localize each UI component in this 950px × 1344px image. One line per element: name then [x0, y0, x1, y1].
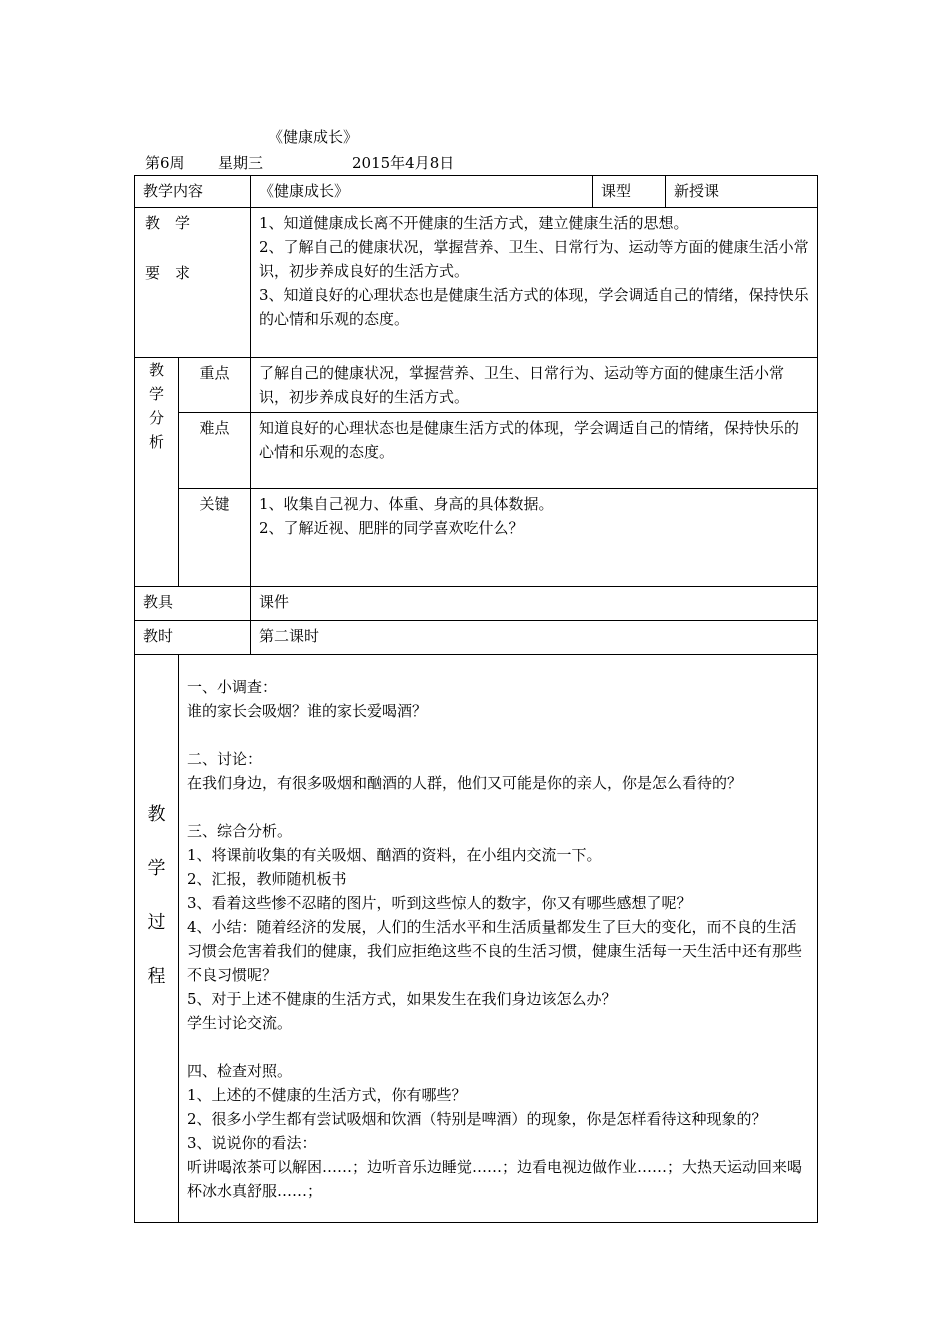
requirements-content — [251, 208, 818, 358]
process-line: 在我们身边，有很多吸烟和酗酒的人群，他们又可能是你的亲人，你是怎么看待的？ — [187, 774, 743, 792]
requirements-label — [135, 208, 251, 358]
process-line: 听讲喝浓茶可以解困……；边听音乐边睡觉……；边看电视边做作业……；大热天运动回来喝杯冰水真舒服……； — [187, 1158, 803, 1200]
content-label: 教学内容 — [135, 176, 251, 208]
requirements-label-line1: 教 学 — [145, 214, 191, 232]
analysis-label-char: 分 — [148, 409, 164, 427]
process-line: 2、汇报，教师随机板书 — [187, 870, 347, 888]
tools-row — [135, 587, 818, 621]
content-row — [135, 176, 818, 208]
process-line: 2、很多小学生都有尝试吸烟和饮酒（特别是啤酒）的现象，你是怎样看待这种现象的？ — [187, 1110, 767, 1128]
lesson-plan-table — [134, 175, 818, 1223]
analysis-label-char: 教 — [148, 361, 164, 379]
type-label: 课型 — [593, 176, 666, 208]
process-label-char: 过 — [147, 912, 166, 933]
content-value: 《健康成长》 — [251, 176, 593, 208]
process-line: 谁的家长会吸烟？谁的家长爱喝酒？ — [187, 702, 428, 720]
section-title: 四、检查对照。 — [187, 1062, 293, 1080]
difficulty-content: 知道良好的心理状态也是健康生活方式的体现，学会调适自己的情绪，保持快乐的心情和乐观的态度。 — [251, 413, 818, 489]
process-label-char: 教 — [147, 804, 166, 825]
key-point-label: 重点 — [179, 358, 251, 413]
requirement-item: 2、了解自己的健康状况，掌握营养、卫生、日常行为、运动等方面的健康生活小常识，初步养成良好的生活方式。 — [259, 238, 809, 280]
difficulty-row — [135, 413, 818, 489]
process-line: 3、看着这些惨不忍睹的图片，听到这些惊人的数字，你又有哪些感想了呢？ — [187, 894, 692, 912]
document-title: 《健康成长》 — [268, 128, 359, 146]
key-point-row — [135, 358, 818, 413]
section-title: 一、小调查： — [187, 678, 278, 696]
process-row — [135, 655, 818, 1223]
process-line: 1、将课前收集的有关吸烟、酗酒的资料，在小组内交流一下。 — [187, 846, 602, 864]
process-content — [179, 655, 818, 1223]
key-point-content: 了解自己的健康状况，掌握营养、卫生、日常行为、运动等方面的健康生活小常识，初步养成良好的生活方式。 — [251, 358, 818, 413]
process-line: 3、说说你的看法： — [187, 1134, 317, 1152]
requirement-item: 1、知道健康成长离不开健康的生活方式，建立健康生活的思想。 — [259, 214, 689, 232]
lesson-date: 2015年4月8日 — [352, 154, 455, 172]
analysis-label-char: 析 — [148, 433, 164, 451]
section-title: 三、综合分析。 — [187, 822, 293, 840]
process-line: 学生讨论交流。 — [187, 1014, 293, 1032]
process-line: 1、上述的不健康的生活方式，你有哪些？ — [187, 1086, 467, 1104]
process-line: 5、对于上述不健康的生活方式，如果发生在我们身边该怎么办？ — [187, 990, 617, 1008]
process-label-char: 程 — [147, 966, 166, 987]
period-label: 教时 — [135, 621, 251, 655]
requirement-item: 3、知道良好的心理状态也是健康生活方式的体现，学会调适自己的情绪，保持快乐的心情和乐观的态度。 — [259, 286, 809, 328]
tools-value: 课件 — [251, 587, 818, 621]
period-value: 第二课时 — [251, 621, 818, 655]
requirements-label-line2: 要 求 — [145, 264, 191, 282]
crux-row — [135, 489, 818, 587]
process-line: 4、小结：随着经济的发展，人们的生活水平和生活质量都发生了巨大的变化，而不良的生活习惯会危害着我们的健康，我们应拒绝这些不良的生活习惯，健康生活每一天生活中还有那些不良习惯呢？ — [187, 918, 803, 984]
requirements-row — [135, 208, 818, 358]
crux-item: 2、了解近视、肥胖的同学喜欢吃什么？ — [259, 519, 524, 537]
tools-label: 教具 — [135, 587, 251, 621]
crux-item: 1、收集自己视力、体重、身高的具体数据。 — [259, 495, 554, 513]
crux-label: 关键 — [179, 489, 251, 587]
weekday: 星期三 — [218, 154, 264, 172]
type-value: 新授课 — [666, 176, 818, 208]
crux-content — [251, 489, 818, 587]
section-title: 二、讨论： — [187, 750, 263, 768]
analysis-label — [135, 358, 179, 587]
period-row — [135, 621, 818, 655]
process-label-char: 学 — [147, 858, 166, 879]
analysis-label-char: 学 — [148, 385, 164, 403]
difficulty-label: 难点 — [179, 413, 251, 489]
week-number: 第6周 — [145, 154, 185, 172]
process-label — [135, 655, 179, 1223]
